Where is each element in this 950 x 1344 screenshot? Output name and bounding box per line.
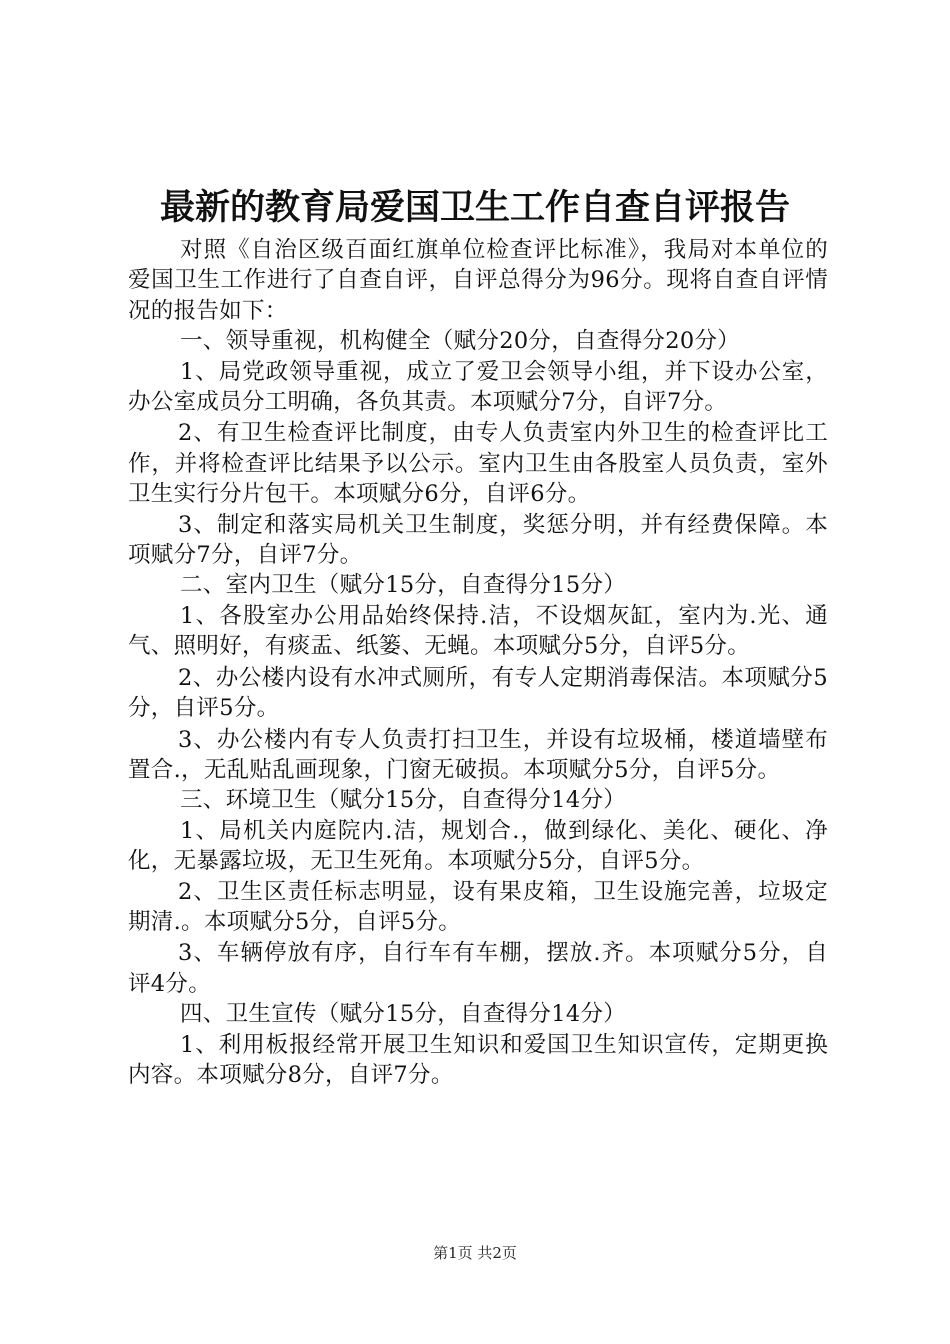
paragraph-4-1: 1、利用板报经常开展卫生知识和爱国卫生知识宣传，定期更换内容。本项赋分8分，自评7分。 xyxy=(128,1031,828,1088)
paragraph-1-3: 3、制定和落实局机关卫生制度，奖惩分明，并有经费保障。本项赋分7分，自评7分。 xyxy=(128,511,828,569)
paragraph-3-1: 1、局机关内庭院内.洁，规划合.，做到绿化、美化、硬化、净化，无暴露垃圾，无卫生死角。本项赋分5分，自评5分。 xyxy=(128,817,828,875)
paragraph-1-2: 2、有卫生检查评比制度，由专人负责室内外卫生的检查评比工作，并将检查评比结果予以公示。室内卫生由各股室人员负责，室外卫生实行分片包干。本项赋分6分，自评6分。 xyxy=(128,420,828,508)
page-footer: 第1页 共2页 xyxy=(433,1244,517,1262)
section-heading-2: 二、室内卫生（赋分15分，自查得分15分） xyxy=(180,572,627,599)
section-heading-4: 四、卫生宣传（赋分15分，自查得分14分） xyxy=(180,1001,627,1028)
paragraph-2-1: 1、各股室办公用品始终保持.洁，不设烟灰缸，室内为.光、通气、照明好，有痰盂、纸篓、无蝇。本项赋分5分，自评5分。 xyxy=(128,602,828,660)
paragraph-intro: 对照《自治区级百面红旗单位检查评比标准》，我局对本单位的爱国卫生工作进行了自查自评，自评总得分为96分。现将自查自评情况的报告如下： xyxy=(128,237,828,324)
paragraph-1-1: 1、局党政领导重视，成立了爱卫会领导小组，并下设办公室，办公室成员分工明确，各负其责。本项赋分7分，自评7分。 xyxy=(128,358,828,416)
paragraph-2-2: 2、办公楼内设有水冲式厕所，有专人定期消毒保洁。本项赋分5分，自评5分。 xyxy=(128,664,828,722)
section-heading-1: 一、领导重视，机构健全（赋分20分，自查得分20分） xyxy=(180,328,741,355)
paragraph-3-2: 2、卫生区责任标志明显，设有果皮箱，卫生设施完善，垃圾定期清.。本项赋分5分，自评5分。 xyxy=(128,878,828,935)
document-body xyxy=(128,235,828,1090)
document-title: 最新的教育局爱国卫生工作自查自评报告 xyxy=(159,187,790,228)
paragraph-3-3: 3、车辆停放有序，自行车有车棚，摆放.齐。本项赋分5分，自评4分。 xyxy=(128,940,828,997)
section-heading-3: 三、环境卫生（赋分15分，自查得分14分） xyxy=(180,787,627,814)
paragraph-2-3: 3、办公楼内有专人负责打扫卫生，并设有垃圾桶，楼道墙壁布置合.，无乱贴乱画现象，门窗无破损。本项赋分5分，自评5分。 xyxy=(128,726,828,783)
